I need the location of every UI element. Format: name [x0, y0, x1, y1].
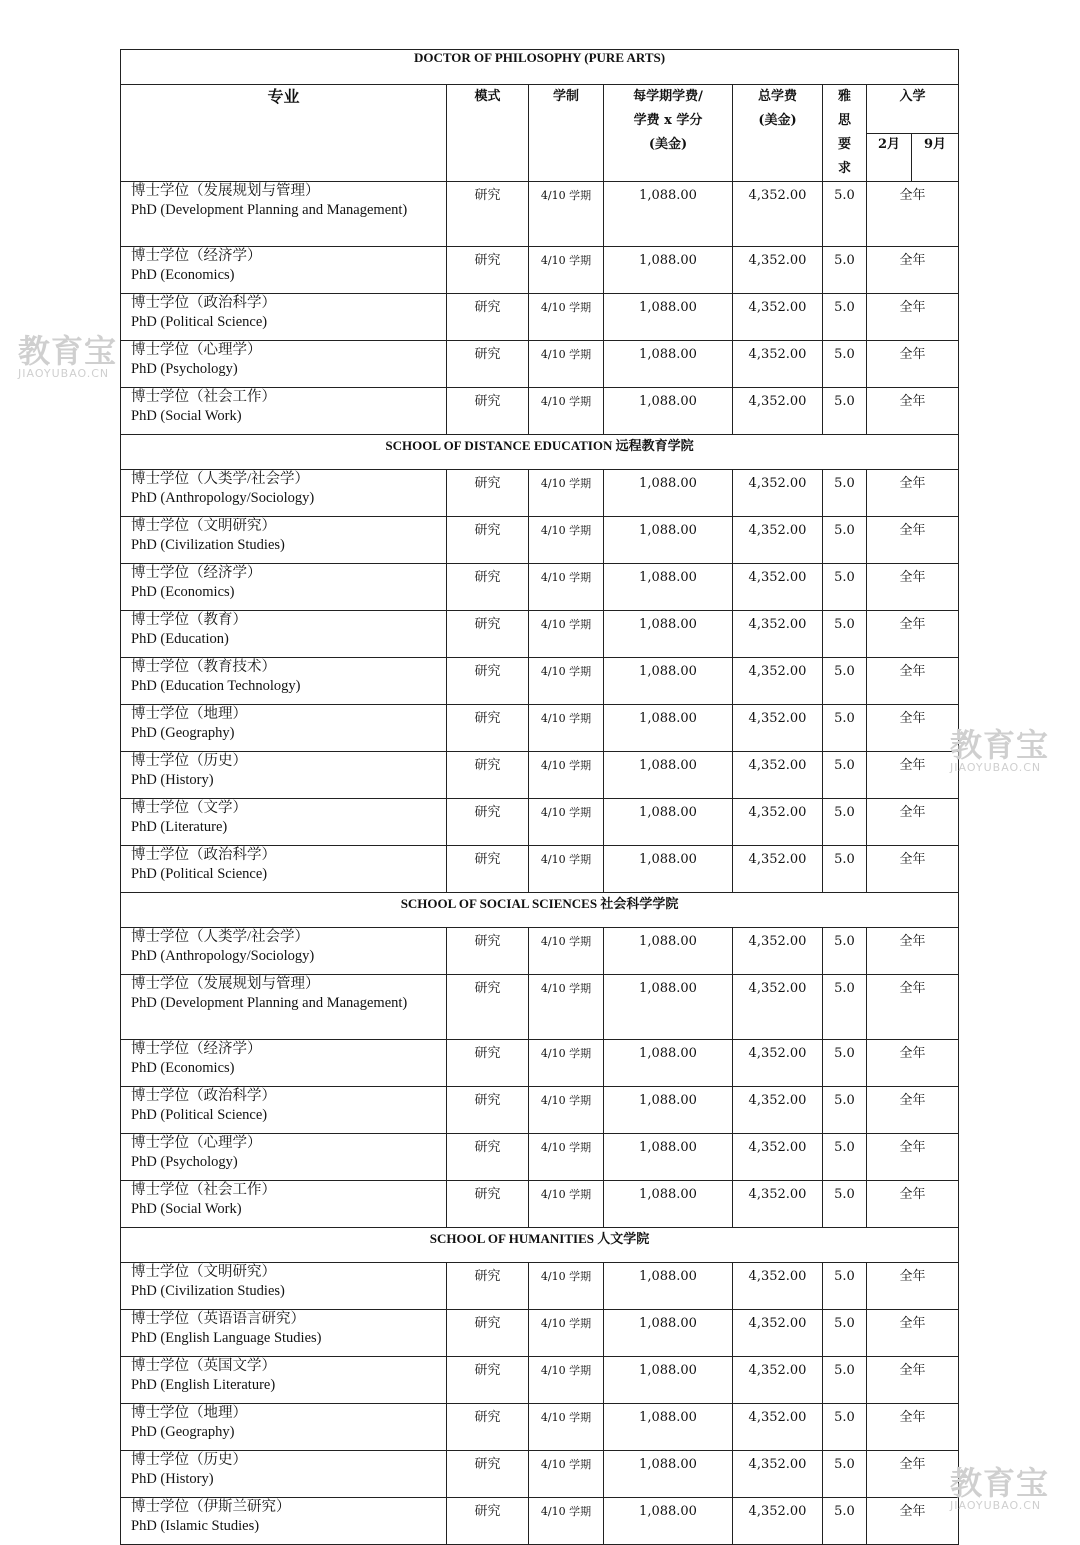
table-row: [121, 1451, 959, 1498]
total-fee-cell: 4,352.00: [733, 1181, 823, 1228]
watermark-en: JIAOYUBAO.CN: [18, 367, 110, 380]
mode-cell: 研究: [447, 247, 529, 294]
watermark-logo: [18, 334, 117, 380]
mode-cell: 研究: [447, 1310, 529, 1357]
programme-cn: 博士学位（经济学）: [131, 248, 262, 264]
watermark-en: JIAOYUBAO.CN: [950, 761, 1042, 774]
total-fee-cell: 4,352.00: [733, 658, 823, 705]
table-row: [121, 1310, 959, 1357]
intake-cell: 全年: [867, 1451, 959, 1498]
total-fee-cell: 4,352.00: [733, 1134, 823, 1181]
mode-cell: 研究: [447, 182, 529, 247]
header-programme: 专业: [121, 85, 447, 182]
total-fee-cell: 4,352.00: [733, 1357, 823, 1404]
duration-cell: 4/10 学期: [529, 1404, 604, 1451]
programme-cn: 博士学位（教育技术）: [131, 659, 276, 675]
header-ielts-char: 求: [837, 161, 851, 176]
mode-cell: 研究: [447, 1181, 529, 1228]
programme-cell: [121, 846, 447, 893]
duration-cell: 4/10 学期: [529, 928, 604, 975]
total-fee-cell: 4,352.00: [733, 1087, 823, 1134]
table-row: [121, 1181, 959, 1228]
header-fee-line: 学费 x 学分: [633, 113, 703, 128]
programme-cn: 博士学位（英国文学）: [131, 1358, 276, 1374]
header-ielts-char: 要: [837, 137, 851, 152]
header-total-fee: [733, 85, 823, 182]
programme-cn: 博士学位（文明研究）: [131, 518, 276, 534]
watermark-cn: 教育宝: [950, 726, 1050, 764]
programme-cell: [121, 1451, 447, 1498]
programme-cell: [121, 1040, 447, 1087]
header-intake: 入学: [867, 85, 959, 134]
total-fee-cell: 4,352.00: [733, 182, 823, 247]
programme-cell: [121, 975, 447, 1040]
ielts-cell: 5.0: [823, 752, 867, 799]
programme-cn: 博士学位（历史）: [131, 1452, 247, 1468]
programme-cn: 博士学位（经济学）: [131, 565, 262, 581]
total-fee-cell: 4,352.00: [733, 388, 823, 435]
total-fee-cell: 4,352.00: [733, 1310, 823, 1357]
duration-cell: 4/10 学期: [529, 247, 604, 294]
intake-cell: 全年: [867, 388, 959, 435]
intake-cell: 全年: [867, 752, 959, 799]
ielts-cell: 5.0: [823, 611, 867, 658]
fee-cell: 1,088.00: [604, 470, 733, 517]
ielts-cell: 5.0: [823, 388, 867, 435]
table-row: [121, 799, 959, 846]
section-title: SCHOOL OF HUMANITIES 人文学院: [121, 1228, 959, 1263]
table-row: [121, 517, 959, 564]
programme-cell: [121, 799, 447, 846]
tuition-table: [120, 49, 959, 1545]
total-fee-cell: 4,352.00: [733, 247, 823, 294]
programme-cn: 博士学位（社会工作）: [131, 389, 276, 405]
programme-cell: [121, 388, 447, 435]
total-fee-cell: 4,352.00: [733, 294, 823, 341]
header-total-line: 总学费: [757, 89, 797, 104]
programme-cn: 博士学位（文学）: [131, 800, 247, 816]
intake-cell: 全年: [867, 1498, 959, 1545]
programme-cell: [121, 1181, 447, 1228]
mode-cell: 研究: [447, 846, 529, 893]
programme-en: PhD (Economics): [131, 1060, 235, 1076]
watermark-cn: 教育宝: [950, 1464, 1050, 1502]
intake-cell: 全年: [867, 928, 959, 975]
programme-en: PhD (Education): [131, 631, 229, 647]
duration-cell: 4/10 学期: [529, 752, 604, 799]
programme-cn: 博士学位（地理）: [131, 1405, 247, 1421]
programme-en: PhD (Civilization Studies): [131, 537, 285, 553]
mode-cell: 研究: [447, 388, 529, 435]
table-row: [121, 470, 959, 517]
mode-cell: 研究: [447, 928, 529, 975]
duration-cell: 4/10 学期: [529, 470, 604, 517]
ielts-cell: 5.0: [823, 1263, 867, 1310]
mode-cell: 研究: [447, 611, 529, 658]
table-row: [121, 928, 959, 975]
duration-cell: 4/10 学期: [529, 975, 604, 1040]
fee-cell: 1,088.00: [604, 517, 733, 564]
watermark-logo: [950, 728, 1049, 774]
total-fee-cell: 4,352.00: [733, 705, 823, 752]
table-row: [121, 388, 959, 435]
programme-en: PhD (Civilization Studies): [131, 1283, 285, 1299]
ielts-cell: 5.0: [823, 1498, 867, 1545]
duration-cell: 4/10 学期: [529, 799, 604, 846]
total-fee-cell: 4,352.00: [733, 1404, 823, 1451]
ielts-cell: 5.0: [823, 341, 867, 388]
intake-cell: 全年: [867, 1310, 959, 1357]
programme-cn: 博士学位（政治科学）: [131, 847, 276, 863]
programme-cell: [121, 517, 447, 564]
table-row: [121, 294, 959, 341]
intake-cell: 全年: [867, 294, 959, 341]
total-fee-cell: 4,352.00: [733, 799, 823, 846]
section-header-row: [121, 1228, 959, 1263]
ielts-cell: 5.0: [823, 799, 867, 846]
programme-en: PhD (Geography): [131, 725, 235, 741]
intake-cell: 全年: [867, 470, 959, 517]
intake-cell: 全年: [867, 564, 959, 611]
programme-cn: 博士学位（政治科学）: [131, 295, 276, 311]
table-title: DOCTOR OF PHILOSOPHY (PURE ARTS): [121, 50, 959, 85]
ielts-cell: 5.0: [823, 705, 867, 752]
ielts-cell: 5.0: [823, 517, 867, 564]
total-fee-cell: 4,352.00: [733, 341, 823, 388]
total-fee-cell: 4,352.00: [733, 928, 823, 975]
programme-en: PhD (Anthropology/Sociology): [131, 948, 315, 964]
intake-cell: 全年: [867, 517, 959, 564]
fee-cell: 1,088.00: [604, 1451, 733, 1498]
ielts-cell: 5.0: [823, 564, 867, 611]
programme-cn: 博士学位（伊斯兰研究）: [131, 1499, 291, 1515]
header-ielts-char: 思: [837, 113, 851, 128]
mode-cell: 研究: [447, 1134, 529, 1181]
table-row: [121, 1263, 959, 1310]
programme-cn: 博士学位（文明研究）: [131, 1264, 276, 1280]
intake-cell: 全年: [867, 658, 959, 705]
section-title: SCHOOL OF SOCIAL SCIENCES 社会科学学院: [121, 893, 959, 928]
table-row: [121, 846, 959, 893]
programme-cell: [121, 658, 447, 705]
intake-cell: 全年: [867, 846, 959, 893]
programme-en: PhD (Psychology): [131, 1154, 238, 1170]
programme-en: PhD (Psychology): [131, 361, 238, 377]
fee-cell: 1,088.00: [604, 1404, 733, 1451]
programme-cn: 博士学位（教育）: [131, 612, 247, 628]
fee-cell: 1,088.00: [604, 1498, 733, 1545]
programme-cell: [121, 247, 447, 294]
ielts-cell: 5.0: [823, 1404, 867, 1451]
programme-cell: [121, 564, 447, 611]
ielts-cell: 5.0: [823, 1451, 867, 1498]
mode-cell: 研究: [447, 752, 529, 799]
programme-cell: [121, 294, 447, 341]
programme-cn: 博士学位（人类学/社会学）: [131, 929, 310, 945]
programme-cn: 博士学位（发展规划与管理）: [131, 976, 320, 992]
duration-cell: 4/10 学期: [529, 388, 604, 435]
total-fee-cell: 4,352.00: [733, 846, 823, 893]
header-intake-feb: 2月: [867, 133, 912, 182]
programme-cn: 博士学位（历史）: [131, 753, 247, 769]
programme-en: PhD (English Literature): [131, 1377, 276, 1393]
programme-en: PhD (Political Science): [131, 314, 268, 330]
programme-cell: [121, 928, 447, 975]
header-total-line: (美金): [758, 113, 797, 128]
table-row: [121, 1040, 959, 1087]
programme-en: PhD (History): [131, 772, 214, 788]
total-fee-cell: 4,352.00: [733, 564, 823, 611]
programme-en: PhD (Literature): [131, 819, 228, 835]
ielts-cell: 5.0: [823, 658, 867, 705]
programme-cell: [121, 611, 447, 658]
intake-cell: 全年: [867, 1040, 959, 1087]
programme-en: PhD (Education Technology): [131, 678, 301, 694]
ielts-cell: 5.0: [823, 1357, 867, 1404]
programme-cell: [121, 1310, 447, 1357]
table-row: [121, 1357, 959, 1404]
programme-cell: [121, 470, 447, 517]
programme-cell: [121, 182, 447, 247]
intake-cell: 全年: [867, 1404, 959, 1451]
fee-cell: 1,088.00: [604, 611, 733, 658]
mode-cell: 研究: [447, 517, 529, 564]
total-fee-cell: 4,352.00: [733, 470, 823, 517]
programme-en: PhD (Economics): [131, 584, 235, 600]
total-fee-cell: 4,352.00: [733, 611, 823, 658]
fee-cell: 1,088.00: [604, 564, 733, 611]
table-row: [121, 752, 959, 799]
programme-en: PhD (Political Science): [131, 866, 268, 882]
table-row: [121, 1087, 959, 1134]
ielts-cell: 5.0: [823, 294, 867, 341]
intake-cell: 全年: [867, 611, 959, 658]
duration-cell: 4/10 学期: [529, 1498, 604, 1545]
intake-cell: 全年: [867, 1181, 959, 1228]
fee-cell: 1,088.00: [604, 1134, 733, 1181]
mode-cell: 研究: [447, 470, 529, 517]
mode-cell: 研究: [447, 564, 529, 611]
total-fee-cell: 4,352.00: [733, 975, 823, 1040]
intake-cell: 全年: [867, 975, 959, 1040]
watermark-logo: [950, 1466, 1049, 1512]
fee-cell: 1,088.00: [604, 341, 733, 388]
mode-cell: 研究: [447, 658, 529, 705]
fee-cell: 1,088.00: [604, 388, 733, 435]
duration-cell: 4/10 学期: [529, 1451, 604, 1498]
fee-cell: 1,088.00: [604, 294, 733, 341]
table-row: [121, 975, 959, 1040]
header-ielts: [823, 85, 867, 182]
fee-cell: 1,088.00: [604, 705, 733, 752]
fee-cell: 1,088.00: [604, 752, 733, 799]
total-fee-cell: 4,352.00: [733, 1263, 823, 1310]
duration-cell: 4/10 学期: [529, 182, 604, 247]
fee-cell: 1,088.00: [604, 928, 733, 975]
programme-cell: [121, 1087, 447, 1134]
programme-cn: 博士学位（经济学）: [131, 1041, 262, 1057]
mode-cell: 研究: [447, 1451, 529, 1498]
ielts-cell: 5.0: [823, 1040, 867, 1087]
programme-cn: 博士学位（人类学/社会学）: [131, 471, 310, 487]
programme-en: PhD (Geography): [131, 1424, 235, 1440]
programme-cn: 博士学位（政治科学）: [131, 1088, 276, 1104]
ielts-cell: 5.0: [823, 1181, 867, 1228]
programme-cell: [121, 341, 447, 388]
ielts-cell: 5.0: [823, 975, 867, 1040]
programme-cn: 博士学位（心理学）: [131, 1135, 262, 1151]
programme-cell: [121, 752, 447, 799]
duration-cell: 4/10 学期: [529, 611, 604, 658]
header-fee-line: 每学期学费/: [633, 89, 703, 104]
header-duration: 学制: [529, 85, 604, 182]
mode-cell: 研究: [447, 1263, 529, 1310]
fee-cell: 1,088.00: [604, 1040, 733, 1087]
mode-cell: 研究: [447, 1357, 529, 1404]
intake-cell: 全年: [867, 247, 959, 294]
mode-cell: 研究: [447, 1404, 529, 1451]
mode-cell: 研究: [447, 294, 529, 341]
watermark-cn: 教育宝: [18, 332, 118, 370]
programme-cn: 博士学位（心理学）: [131, 342, 262, 358]
intake-cell: 全年: [867, 1263, 959, 1310]
intake-cell: 全年: [867, 341, 959, 388]
programme-en: PhD (Political Science): [131, 1107, 268, 1123]
ielts-cell: 5.0: [823, 1087, 867, 1134]
duration-cell: 4/10 学期: [529, 517, 604, 564]
ielts-cell: 5.0: [823, 928, 867, 975]
table-row: [121, 1404, 959, 1451]
programme-en: PhD (English Language Studies): [131, 1330, 322, 1346]
ielts-cell: 5.0: [823, 846, 867, 893]
total-fee-cell: 4,352.00: [733, 1498, 823, 1545]
fee-cell: 1,088.00: [604, 247, 733, 294]
total-fee-cell: 4,352.00: [733, 752, 823, 799]
duration-cell: 4/10 学期: [529, 1181, 604, 1228]
programme-en: PhD (History): [131, 1471, 214, 1487]
fee-cell: 1,088.00: [604, 1263, 733, 1310]
programme-cell: [121, 1357, 447, 1404]
mode-cell: 研究: [447, 799, 529, 846]
programme-cell: [121, 1263, 447, 1310]
programme-en: PhD (Development Planning and Management): [131, 995, 408, 1011]
table-row: [121, 705, 959, 752]
duration-cell: 4/10 学期: [529, 1040, 604, 1087]
header-mode: 模式: [447, 85, 529, 182]
table-row: [121, 1498, 959, 1545]
total-fee-cell: 4,352.00: [733, 1040, 823, 1087]
section-header-row: [121, 435, 959, 470]
ielts-cell: 5.0: [823, 470, 867, 517]
mode-cell: 研究: [447, 341, 529, 388]
programme-cn: 博士学位（社会工作）: [131, 1182, 276, 1198]
table-row: [121, 341, 959, 388]
intake-cell: 全年: [867, 182, 959, 247]
programme-cn: 博士学位（发展规划与管理）: [131, 183, 320, 199]
programme-en: PhD (Development Planning and Management): [131, 202, 408, 218]
fee-cell: 1,088.00: [604, 1087, 733, 1134]
programme-cell: [121, 1404, 447, 1451]
header-ielts-char: 雅: [837, 89, 851, 104]
fee-cell: 1,088.00: [604, 1310, 733, 1357]
table-row: [121, 182, 959, 247]
duration-cell: 4/10 学期: [529, 564, 604, 611]
intake-cell: 全年: [867, 1134, 959, 1181]
mode-cell: 研究: [447, 1040, 529, 1087]
duration-cell: 4/10 学期: [529, 294, 604, 341]
intake-cell: 全年: [867, 1087, 959, 1134]
programme-en: PhD (Anthropology/Sociology): [131, 490, 315, 506]
fee-cell: 1,088.00: [604, 658, 733, 705]
duration-cell: 4/10 学期: [529, 1134, 604, 1181]
table-row: [121, 564, 959, 611]
fee-cell: 1,088.00: [604, 1357, 733, 1404]
duration-cell: 4/10 学期: [529, 1310, 604, 1357]
duration-cell: 4/10 学期: [529, 846, 604, 893]
programme-en: PhD (Social Work): [131, 408, 242, 424]
header-intake-sep: 9月: [912, 133, 959, 182]
programme-cn: 博士学位（英语语言研究）: [131, 1311, 305, 1327]
mode-cell: 研究: [447, 1087, 529, 1134]
ielts-cell: 5.0: [823, 182, 867, 247]
total-fee-cell: 4,352.00: [733, 517, 823, 564]
header-fee-per-semester: [604, 85, 733, 182]
ielts-cell: 5.0: [823, 1310, 867, 1357]
programme-cell: [121, 705, 447, 752]
intake-cell: 全年: [867, 705, 959, 752]
duration-cell: 4/10 学期: [529, 1357, 604, 1404]
programme-cn: 博士学位（地理）: [131, 706, 247, 722]
watermark-en: JIAOYUBAO.CN: [950, 1499, 1042, 1512]
section-header-row: [121, 893, 959, 928]
programme-en: PhD (Social Work): [131, 1201, 242, 1217]
mode-cell: 研究: [447, 975, 529, 1040]
programme-en: PhD (Islamic Studies): [131, 1518, 260, 1534]
fee-cell: 1,088.00: [604, 799, 733, 846]
table-row: [121, 247, 959, 294]
intake-cell: 全年: [867, 799, 959, 846]
ielts-cell: 5.0: [823, 247, 867, 294]
duration-cell: 4/10 学期: [529, 705, 604, 752]
duration-cell: 4/10 学期: [529, 341, 604, 388]
fee-cell: 1,088.00: [604, 1181, 733, 1228]
section-title: SCHOOL OF DISTANCE EDUCATION 远程教育学院: [121, 435, 959, 470]
fee-cell: 1,088.00: [604, 975, 733, 1040]
fee-cell: 1,088.00: [604, 846, 733, 893]
fee-cell: 1,088.00: [604, 182, 733, 247]
programme-en: PhD (Economics): [131, 267, 235, 283]
programme-cell: [121, 1134, 447, 1181]
duration-cell: 4/10 学期: [529, 1263, 604, 1310]
duration-cell: 4/10 学期: [529, 658, 604, 705]
mode-cell: 研究: [447, 1498, 529, 1545]
total-fee-cell: 4,352.00: [733, 1451, 823, 1498]
ielts-cell: 5.0: [823, 1134, 867, 1181]
intake-cell: 全年: [867, 1357, 959, 1404]
table-row: [121, 1134, 959, 1181]
table-row: [121, 658, 959, 705]
header-fee-line: (美金): [648, 137, 688, 152]
programme-cell: [121, 1498, 447, 1545]
mode-cell: 研究: [447, 705, 529, 752]
table-row: [121, 611, 959, 658]
duration-cell: 4/10 学期: [529, 1087, 604, 1134]
